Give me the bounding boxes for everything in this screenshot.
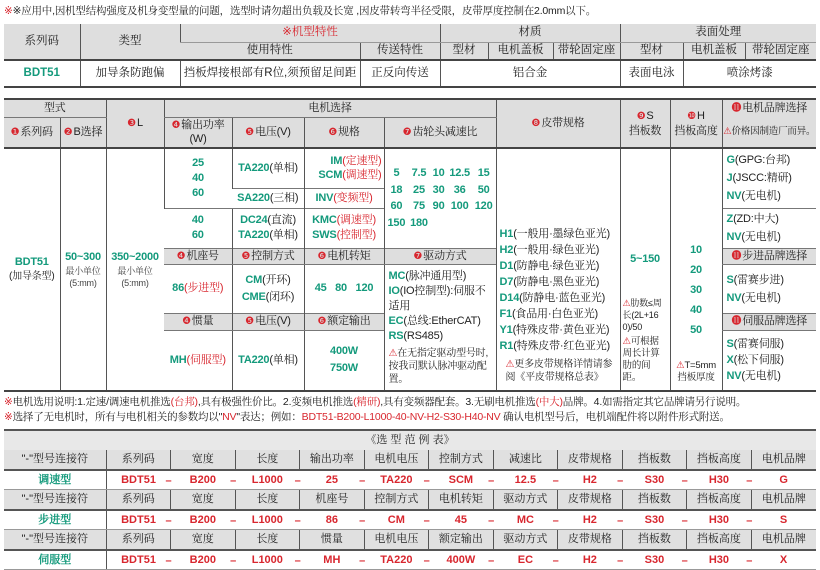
example-value-row [4, 550, 816, 570]
note-segment: 确认电机型号后，电机端配件将以附件形式附送。 [500, 410, 730, 423]
voltage-b: DC24(直流) TA220(单相) [232, 208, 304, 248]
example-header-cell: 电机电压 [364, 450, 429, 470]
note-segment: ,具有变频器配套。3.无刷电机推选 [380, 395, 536, 408]
baffle-height-option: 40 [690, 303, 702, 316]
note-segment: 品牌。4.如需指定其它品牌请另行说明。 [562, 395, 747, 408]
dash-separator: – [746, 514, 753, 527]
example-value-cell: – SCM [429, 470, 494, 490]
dash-separator: – [617, 514, 624, 527]
belt-option: H1(一般用·墨绿色亚光) [499, 227, 610, 240]
series-cell: BDT51 (加导条型) [9, 256, 55, 283]
use-value: 挡板焊接根部有R位,须预留足间距 [180, 60, 360, 87]
h-rated: ❻额定输出 [304, 313, 384, 331]
example-header-cell: 挡板数 [622, 490, 687, 510]
example-value-cell: – H2 [558, 470, 623, 490]
dash-separator: – [681, 474, 688, 487]
example-header-row [4, 530, 816, 550]
h-series: 系列码 [4, 24, 80, 60]
baffle-height-option: 20 [690, 263, 702, 276]
dash-separator: – [488, 554, 495, 567]
brand-servo: S(雷赛伺服) X(松下伺服) NV(无电机) [722, 331, 816, 391]
example-value-cell: – H2 [558, 550, 623, 570]
dash-separator: – [359, 514, 366, 527]
example-header-cell: 长度 [235, 450, 300, 470]
dash-separator: – [617, 554, 624, 567]
example-header-cell: 宽度 [171, 450, 236, 470]
belt-option: D1(防静电·绿色亚光) [499, 259, 600, 272]
gear-ratio: 120 [474, 200, 493, 213]
gear-ratio: 100 [450, 200, 469, 213]
gear-ratios [384, 148, 496, 248]
H-cell: 10 20 30 40 50 ⚠T=5mm挡板厚度 [670, 148, 722, 391]
example-value-cell: – X [751, 550, 816, 570]
example-value-cell: – S30 [622, 550, 687, 570]
dash-separator: – [746, 554, 753, 567]
nv-note [4, 410, 816, 425]
example-header-cell: 皮带规格 [558, 450, 623, 470]
brand-a: G(GPG:台邦) J(JSCC:精研) NV(无电机) [722, 148, 816, 208]
surface-profile-value: 表面电泳 [620, 60, 683, 87]
h-material: 材质 [440, 24, 620, 42]
h-S: ❾S 挡板数 [620, 99, 670, 148]
dash-separator: – [165, 514, 172, 527]
example-value-cell: – B200 [171, 510, 236, 530]
gear-ratio: 150 [387, 217, 406, 230]
h-type: 类型 [80, 24, 180, 60]
brand-b: Z(ZD:中大) NV(无电机) [722, 208, 816, 248]
example-value-cell: – L1000 [235, 550, 300, 570]
example-header-cell: 电机电压 [364, 530, 429, 550]
type-value: 加导条防跑偏 [80, 60, 180, 87]
example-header-cell: 驱动方式 [493, 490, 558, 510]
h-B: ❷B选择 [60, 117, 106, 148]
h-cover-2: 电机盖板 [683, 42, 745, 60]
gear-ratio: 25 [413, 183, 425, 196]
example-header-cell: 系列码 [106, 450, 171, 470]
brand-stepper: S(雷赛步进) NV(无电机) [722, 264, 816, 313]
h-spec: ❻规格 [304, 117, 384, 148]
h-pulley-2: 带轮固定座 [745, 42, 816, 60]
h-servo-brand: ⓫伺服品牌选择 [722, 313, 816, 331]
note-segment: ※ [4, 395, 13, 408]
example-header-cell: 长度 [235, 530, 300, 550]
h-profile-2: 型材 [620, 42, 683, 60]
example-header-cell: 额定输出 [429, 530, 494, 550]
example-type-label: 步进型 [4, 510, 106, 530]
example-header-cell: 宽度 [171, 530, 236, 550]
example-value-cell: – S30 [622, 470, 687, 490]
example-title: 《选 型 范 例 表》 [4, 430, 816, 450]
example-value-cell: – H30 [687, 470, 752, 490]
power-b: 40 60 [164, 208, 232, 248]
h-L: ❸L [106, 99, 164, 148]
dash-separator: – [552, 554, 559, 567]
gear-ratio: 12.5 [449, 166, 470, 179]
example-header-cell: 挡板数 [622, 530, 687, 550]
h-model: 型式 [4, 99, 106, 117]
voltage2-value: TA220(单相) [232, 331, 304, 391]
baffle-height-option: 10 [690, 243, 702, 256]
dash-separator: – [230, 474, 237, 487]
dash-separator: – [488, 514, 495, 527]
example-header-cell: 宽度 [171, 490, 236, 510]
note-segment: (精研) [353, 395, 381, 408]
example-value-cell: BDT51 [106, 510, 171, 530]
example-header-cell: 系列码 [106, 530, 171, 550]
example-value-cell: – 25 [300, 470, 365, 490]
h-gear: ❼齿轮头减速比 [384, 117, 496, 148]
dash-separator: – [552, 514, 559, 527]
note-segment: NV [222, 410, 237, 423]
spec-a2: INV(变频型) [304, 188, 384, 208]
belt-option: H2(一般用·绿色亚光) [499, 243, 600, 256]
h-H: ❿H 挡板高度 [670, 99, 722, 148]
gear-ratio: 7.5 [411, 166, 427, 179]
dash-separator: – [552, 474, 559, 487]
h-frame: ❹机座号 [164, 248, 232, 264]
dash-separator: – [681, 554, 688, 567]
note-segment: ,具有极强性价比。2.变频电机推选 [197, 395, 354, 408]
example-header-cell: 皮带规格 [558, 490, 623, 510]
belt-option: F1(食品用·白色亚光) [499, 307, 598, 320]
example-header-cell: 电机转矩 [429, 490, 494, 510]
note-segment: BDT51-B200-L1000-40-NV-H2-S30-H40-NV [301, 410, 501, 423]
brand-note: ⚠价格因制造厂而异。 [722, 117, 816, 148]
h-cover: 电机盖板 [488, 42, 553, 60]
gear-ratio: 50 [477, 183, 490, 196]
gear-ratio: 18 [390, 183, 403, 196]
h-brand: ⓫电机品牌选择 [722, 99, 816, 117]
example-header-cell: 皮带规格 [558, 530, 623, 550]
B-cell: 50~300 最小单位 (5:mm) [60, 148, 106, 391]
example-value-cell: – CM [364, 510, 429, 530]
dash-separator: – [617, 474, 624, 487]
top-note: ※※应用中,因机型结构强度及机身变型量的问题，选型时请勿超出负载及长宽 ,因皮带转弯半径受限，皮带厚度控制在2.0mm以下。 [4, 5, 597, 17]
connector-label: "-"型号连接符 [4, 450, 106, 470]
example-header-cell: 控制方式 [429, 450, 494, 470]
spec-a: IM(定速型) SCM(调速型) [304, 148, 384, 188]
series-code: BDT51 [23, 66, 60, 79]
example-header-cell: 机座号 [300, 490, 365, 510]
example-header-row [4, 450, 816, 470]
example-value-cell: BDT51 [106, 550, 171, 570]
connector-label: "-"型号连接符 [4, 490, 106, 510]
example-value-cell: – 45 [429, 510, 494, 530]
example-header-cell: 挡板高度 [687, 450, 752, 470]
example-value-cell: BDT51 [106, 470, 171, 490]
example-value-cell: – 86 [300, 510, 365, 530]
belt-option: Y1(特殊皮带·黄色亚光) [499, 323, 610, 336]
dash-separator: – [165, 474, 172, 487]
dash-separator: – [746, 474, 753, 487]
frame-value: 86(步进型) [172, 282, 224, 295]
example-value-cell: – L1000 [235, 470, 300, 490]
example-header-cell: 输出功率 [300, 450, 365, 470]
h-series: ❶系列码 [4, 117, 60, 148]
belt-option: D7(防静电·黑色亚光) [499, 275, 600, 288]
power-a: 25 40 60 [164, 148, 232, 208]
example-header-cell: 长度 [235, 490, 300, 510]
rated-value: 400W 750W [304, 331, 384, 391]
top-note-text: ※应用中,因机型结构强度及机身变型量的问题，选型时请勿超出负载及长宽 ,因皮带转弯半径受限，皮带厚度控制在2.0mm以下。 [12, 5, 597, 17]
example-header-cell: 系列码 [106, 490, 171, 510]
drive-cell: MC(脉冲通用型) IO(IO控制型):伺服不适用 EC(总线:EtherCAT) RS(RS485) ⚠在无指定驱动型号时,按我司默认脉冲驱动配置。 [384, 264, 496, 391]
h-transfer: 传送特性 [360, 42, 440, 60]
dash-separator: – [230, 554, 237, 567]
example-value-cell: – H2 [558, 510, 623, 530]
gear-ratio: 5 [393, 166, 400, 179]
control-value: CM(开环) CME(闭环) [232, 264, 304, 313]
dash-separator: – [488, 474, 495, 487]
example-header-cell: 电机品牌 [751, 530, 816, 550]
motor-note [4, 395, 816, 410]
gear-ratio: 15 [477, 166, 490, 179]
S-cell: 5~150 ⚠肋数≤周长(2L+160)/50 ⚠可根据周长计算肋的间距。 [620, 148, 670, 391]
example-header-cell: 惯量 [300, 530, 365, 550]
example-value-cell: – H30 [687, 510, 752, 530]
h-control: ❺控制方式 [232, 248, 304, 264]
h-belt: ❽皮带规格 [496, 99, 620, 148]
note-segment: ※ [4, 410, 13, 423]
example-value-cell: – S30 [622, 510, 687, 530]
connector-label: "-"型号连接符 [4, 530, 106, 550]
dash-separator: – [423, 554, 430, 567]
h-use: 使用特性 [180, 42, 360, 60]
h-pulley: 带轮固定座 [553, 42, 620, 60]
torque-value: 45 80 120 [304, 264, 384, 313]
gear-ratio: 60 [390, 200, 403, 213]
gear-ratio: 180 [410, 217, 428, 230]
example-value-row [4, 510, 816, 530]
example-type-label: 伺服型 [4, 550, 106, 570]
h-inertia: ❹惯量 [164, 313, 232, 331]
dash-separator: – [359, 554, 366, 567]
gear-ratio: 30 [432, 183, 445, 196]
dash-separator: – [294, 474, 301, 487]
baffle-height-option: 50 [690, 323, 702, 336]
note-segment: "表达；例如： [236, 410, 302, 423]
example-header-cell: 挡板数 [622, 450, 687, 470]
example-value-cell: – S [751, 510, 816, 530]
example-value-row [4, 470, 816, 490]
dash-separator: – [230, 514, 237, 527]
dash-separator: – [423, 474, 430, 487]
h-profile: 型材 [440, 42, 488, 60]
surface-other-value: 喷涂烤漆 [683, 60, 816, 87]
example-value-cell: – MH [300, 550, 365, 570]
baffle-height-option: 30 [690, 283, 702, 296]
dash-separator: – [681, 514, 688, 527]
voltage-a1: TA220(单相) [232, 148, 304, 188]
voltage-a2: SA220(三相) [232, 188, 304, 208]
inertia-value: MH(伺服型) [169, 354, 226, 367]
example-table [4, 429, 816, 570]
note-segment: (台邦) [170, 395, 198, 408]
selection-table [4, 98, 816, 392]
note-segment: 选择了无电机时，所有与电机相关的参数均以" [12, 410, 223, 423]
belt-option: D14(防静电·蓝色亚光) [499, 291, 606, 304]
dash-separator: – [294, 514, 301, 527]
dash-separator: – [423, 514, 430, 527]
dash-separator: – [294, 554, 301, 567]
note-segment: 电机选用说明:1.定速/调速电机推选 [12, 395, 171, 408]
feature-table [4, 24, 816, 88]
belt-option: R1(特殊皮带·红色亚光) [499, 339, 610, 352]
belt-cell [496, 148, 620, 391]
spec-b: KMC(调速型) SWS(控制型) [304, 208, 384, 248]
h-motor: 电机选择 [164, 99, 496, 117]
example-header-cell: 挡板高度 [687, 490, 752, 510]
gear-ratio: 90 [432, 200, 445, 213]
h-drive: ❼驱动方式 [384, 248, 496, 264]
example-value-cell: – H30 [687, 550, 752, 570]
example-header-cell: 挡板高度 [687, 530, 752, 550]
h-torque: ❻电机转矩 [304, 248, 384, 264]
example-value-cell: – MC [493, 510, 558, 530]
h-power: ❹输出功率(W) [164, 117, 232, 148]
material-value: 铝合金 [440, 60, 620, 87]
dash-separator: – [165, 554, 172, 567]
gear-ratio: 75 [413, 200, 425, 213]
example-value-cell: – L1000 [235, 510, 300, 530]
example-value-cell: – TA220 [364, 550, 429, 570]
h-voltage-2: ❺电压(V) [232, 313, 304, 331]
example-value-cell: – B200 [171, 470, 236, 490]
note-segment: (中大) [535, 395, 563, 408]
example-header-cell: 驱动方式 [493, 530, 558, 550]
example-type-label: 调速型 [4, 470, 106, 490]
example-header-row [4, 490, 816, 510]
h-surface: 表面处理 [620, 24, 816, 42]
example-value-cell: – 400W [429, 550, 494, 570]
dash-separator: – [359, 474, 366, 487]
example-value-cell: – G [751, 470, 816, 490]
example-header-cell: 电机品牌 [751, 450, 816, 470]
example-header-cell: 电机品牌 [751, 490, 816, 510]
example-value-cell: – EC [493, 550, 558, 570]
gear-ratio: 10 [432, 166, 445, 179]
example-value-cell: – 12.5 [493, 470, 558, 490]
example-header-cell: 减速比 [493, 450, 558, 470]
belt-note: ⚠更多皮带规格详情请参阅《平皮带规格总表》 [505, 358, 613, 383]
L-cell: 350~2000 最小单位 (5:mm) [106, 148, 164, 391]
example-header-cell: 控制方式 [364, 490, 429, 510]
transfer-value: 正反向传送 [360, 60, 440, 87]
h-stepper-brand: ⓫步进品牌选择 [722, 248, 816, 264]
h-voltage: ❺电压(V) [232, 117, 304, 148]
h-features: ※机型特性 [180, 24, 440, 42]
example-value-cell: – TA220 [364, 470, 429, 490]
gear-ratio: 36 [453, 183, 466, 196]
example-value-cell: – B200 [171, 550, 236, 570]
